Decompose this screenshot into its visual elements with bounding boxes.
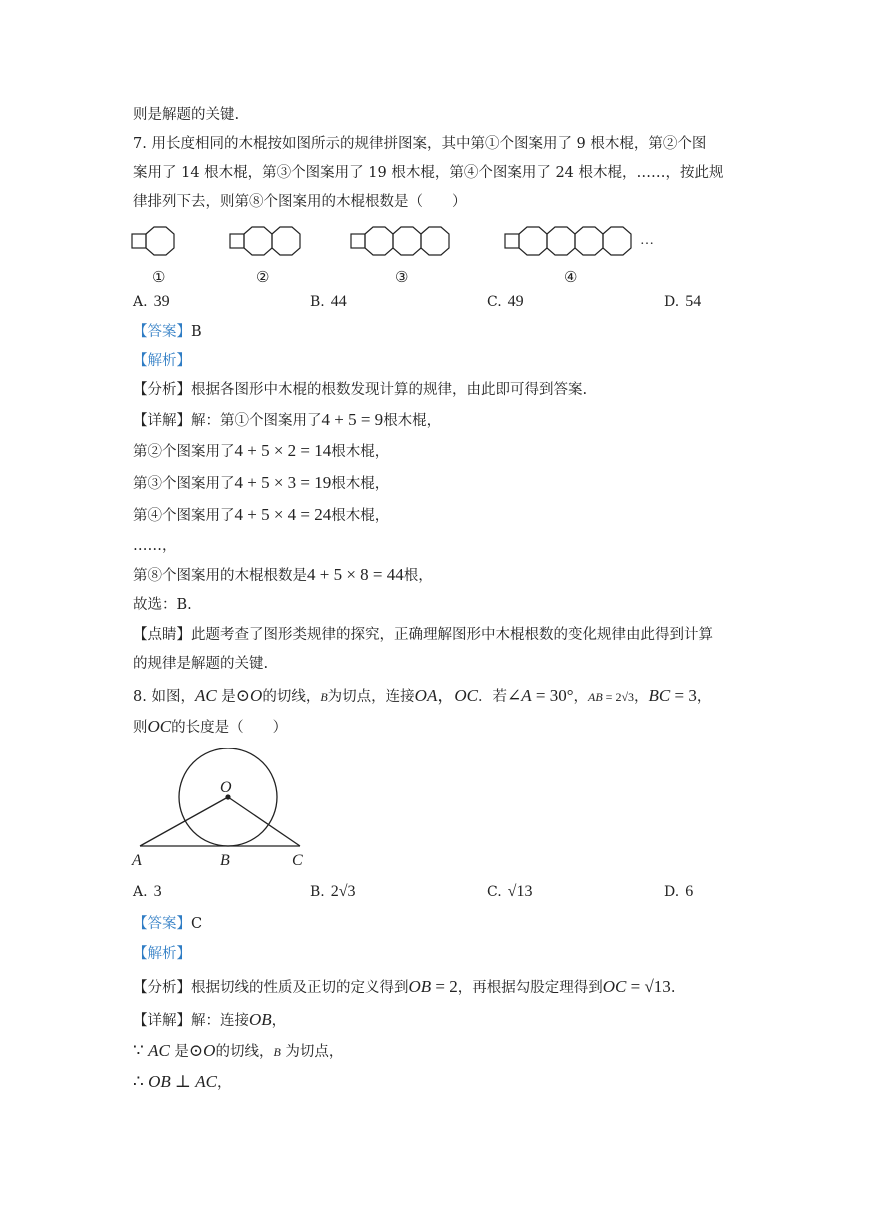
q7-option-a[interactable]: A. 39 [133, 293, 170, 310]
q7-answer: 【答案】B [133, 324, 202, 340]
prev-text: 则是解题的关键. [133, 107, 240, 123]
q7-fenxi: 【分析】根据各图形中木棍的根数发现计算的规律，由此即可得到答案. [133, 382, 588, 398]
q8-label-a: A [132, 852, 142, 869]
q7-xiangjie-1: 【详解】解：第①个图案用了4 + 5 = 9根木棍， [133, 410, 442, 429]
q8-label-o: O [220, 779, 232, 796]
q7-fig-ellipsis: … [640, 233, 654, 248]
q7-figure [128, 222, 668, 286]
q7-analysis-tag: 【解析】 [133, 353, 191, 369]
q7-dianjing-1: 【点睛】此题考查了图形类规律的探究，正确理解图形中木棍根数的变化规律由此得到计算 [133, 627, 713, 643]
q7-dianjing-2: 的规律是解题的关键. [133, 656, 269, 672]
q7-fig-label-4: ④ [564, 270, 578, 286]
q7-xiangjie-2: 第②个图案用了4 + 5 × 2 = 14根木棍， [133, 441, 390, 460]
q7-fig-label-2: ② [256, 270, 270, 286]
q7-stem-line2: 案用了 14 根木棍，第③个图案用了 19 根木棍，第④个图案用了 24 根木棍，……，按此规 [133, 165, 724, 181]
q8-option-d[interactable]: D. 6 [664, 883, 694, 900]
q8-stem-line2: 则OC的长度是（ ） [133, 717, 288, 736]
q7-stem-line1: 7. 用长度相同的木棍按如图所示的规律拼图案，其中第①个图案用了 9 根木棍，第②个图 [133, 136, 707, 152]
q8-label-c: C [292, 852, 303, 869]
q7-xiangjie-6: 第⑧个图案用的木棍根数是4 + 5 × 8 = 44根， [133, 565, 433, 584]
q8-fenxi: 【分析】根据切线的性质及正切的定义得到OB = 2，再根据勾股定理得到OC = √13. [133, 977, 676, 996]
q7-fig-label-3: ③ [395, 270, 409, 286]
q7-xiangjie-3: 第③个图案用了4 + 5 × 3 = 19根木棍， [133, 473, 390, 492]
q7-stem-line3: 律排列下去，则第⑧个图案用的木棍根数是（ ） [133, 194, 467, 210]
q7-xiangjie-5: ……， [133, 538, 177, 554]
q8-stem-line1: 8. 如图，AC 是⊙O的切线，B为切点，连接OA，OC．若∠A = 30°，AB = 2√3，BC = 3， [133, 686, 712, 705]
q7-choose: 故选：B. [133, 597, 192, 613]
q8-figure [128, 748, 318, 873]
q7-fig-label-1: ① [152, 270, 166, 286]
q8-answer: 【答案】C [133, 916, 203, 932]
q8-option-a[interactable]: A. 3 [133, 883, 162, 900]
q8-option-c[interactable]: C. √13 [487, 883, 533, 900]
q7-xiangjie-4: 第④个图案用了4 + 5 × 4 = 24根木棍， [133, 505, 390, 524]
q8-xiangjie-3: ∴ OB ⊥ AC， [133, 1072, 232, 1091]
q8-label-b: B [220, 852, 230, 869]
q8-xiangjie-2: ∵ AC 是⊙O的切线，B 为切点， [133, 1041, 344, 1060]
q8-xiangjie-1: 【详解】解：连接OB， [133, 1010, 287, 1029]
q7-option-c[interactable]: C. 49 [487, 293, 524, 310]
q8-option-b[interactable]: B. 2√3 [310, 883, 356, 900]
q8-analysis-tag: 【解析】 [133, 946, 191, 962]
q7-option-d[interactable]: D. 54 [664, 293, 702, 310]
q7-option-b[interactable]: B. 44 [310, 293, 347, 310]
